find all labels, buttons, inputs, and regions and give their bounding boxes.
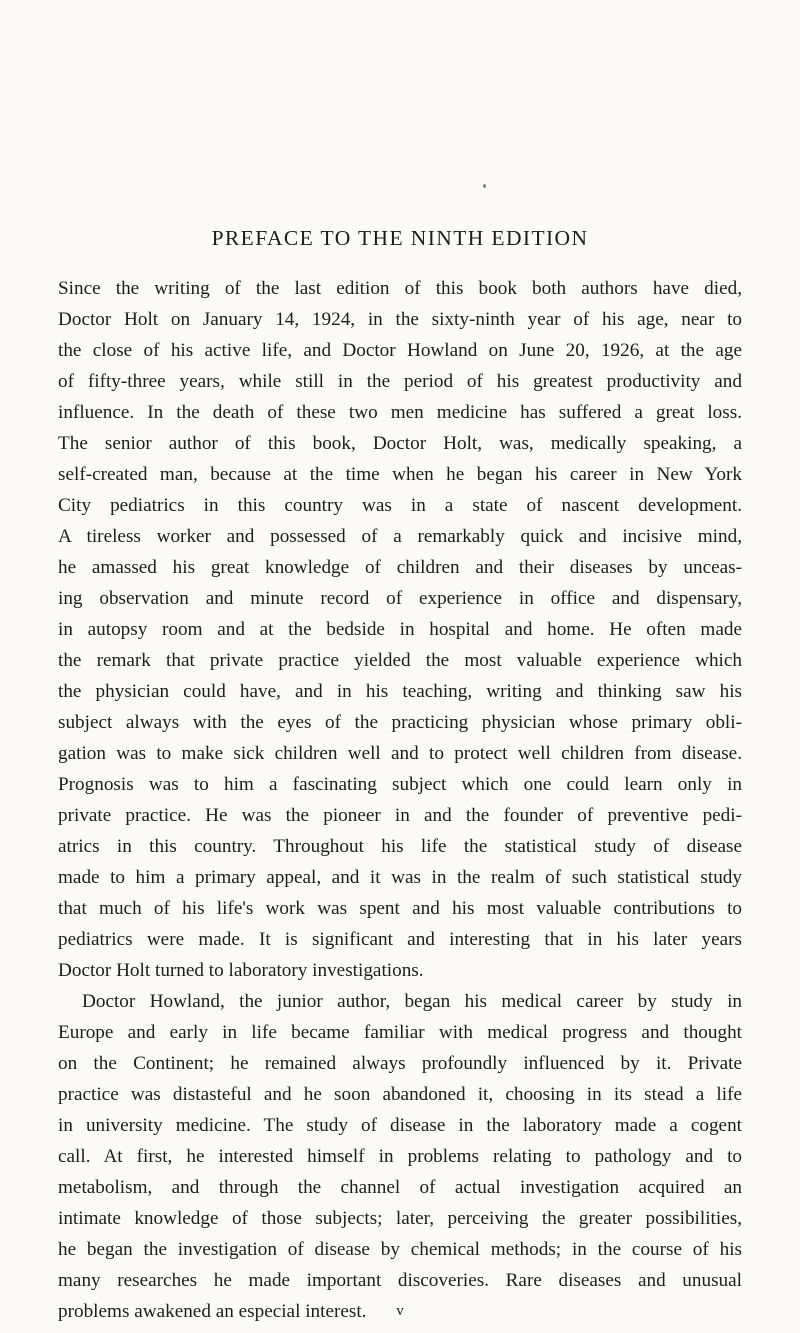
text-line: call. At first, he interested himself in problems relating to pathology and to	[58, 1146, 742, 1167]
text-line: The senior author of this book, Doctor Holt, was, medically speaking, a	[58, 433, 742, 454]
text-line: atrics in this country. Throughout his life the statistical study of disease	[58, 836, 742, 857]
text-line: metabolism, and through the channel of actual investigation acquired an	[58, 1177, 742, 1198]
text-line: Europe and early in life became familiar with medical progress and thought	[58, 1022, 742, 1043]
text-line: subject always with the eyes of the practicing physician whose primary obli-	[58, 712, 742, 733]
preface-body	[58, 273, 742, 1327]
text-line: self-created man, because at the time when he began his career in New York	[58, 464, 742, 485]
text-line: that much of his life's work was spent and his most valuable contributions to	[58, 898, 742, 919]
text-line: the physician could have, and in his teaching, writing and thinking saw his	[58, 681, 742, 702]
text-line: pediatrics were made. It is significant and interesting that in his later years	[58, 929, 742, 950]
text-line: he began the investigation of disease by chemical methods; in the course of his	[58, 1239, 742, 1260]
text-line: many researches he made important discoveries. Rare diseases and unusual	[58, 1270, 742, 1291]
text-line: on the Continent; he remained always profoundly influenced by it. Private	[58, 1053, 742, 1074]
text-line: the close of his active life, and Doctor Howland on June 20, 1926, at the age	[58, 340, 742, 361]
text-line: of fifty-three years, while still in the period of his greatest productivity and	[58, 371, 742, 392]
text-line: Prognosis was to him a fascinating subject which one could learn only in	[58, 774, 742, 795]
text-line: A tireless worker and possessed of a remarkably quick and incisive mind,	[58, 526, 742, 547]
text-line: he amassed his great knowledge of children and their diseases by unceas-	[58, 557, 742, 578]
text-line: problems awakened an especial interest.	[58, 1301, 367, 1322]
text-line: gation was to make sick children well and to protect well children from disease.	[58, 743, 742, 764]
text-line: made to him a primary appeal, and it was in the realm of such statistical study	[58, 867, 742, 888]
text-line: ing observation and minute record of experience in office and dispensary,	[58, 588, 742, 609]
text-line: Since the writing of the last edition of this book both authors have died,	[58, 278, 742, 299]
page-title: PREFACE TO THE NINTH EDITION	[211, 226, 589, 250]
text-line: the remark that private practice yielded the most valuable experience which	[58, 650, 742, 671]
text-line: Doctor Holt turned to laboratory investigations.	[58, 960, 424, 981]
text-line: City pediatrics in this country was in a state of nascent development.	[58, 495, 742, 516]
text-line: Doctor Howland, the junior author, began his medical career by study in	[82, 991, 742, 1012]
text-line: in autopsy room and at the bedside in hospital and home. He often made	[58, 619, 742, 640]
page-number: v	[396, 1303, 404, 1319]
text-line: influence. In the death of these two men medicine has suffered a great loss.	[58, 402, 742, 423]
text-line: practice was distasteful and he soon abandoned it, choosing in its stead a life	[58, 1084, 742, 1105]
text-line: in university medicine. The study of disease in the laboratory made a cogent	[58, 1115, 742, 1136]
text-line: Doctor Holt on January 14, 1924, in the sixty-ninth year of his age, near to	[58, 309, 742, 330]
paper-speck	[483, 184, 486, 188]
text-line: private practice. He was the pioneer in and the founder of preventive pedi-	[58, 805, 742, 826]
text-line: intimate knowledge of those subjects; later, perceiving the greater possibilities,	[58, 1208, 742, 1229]
